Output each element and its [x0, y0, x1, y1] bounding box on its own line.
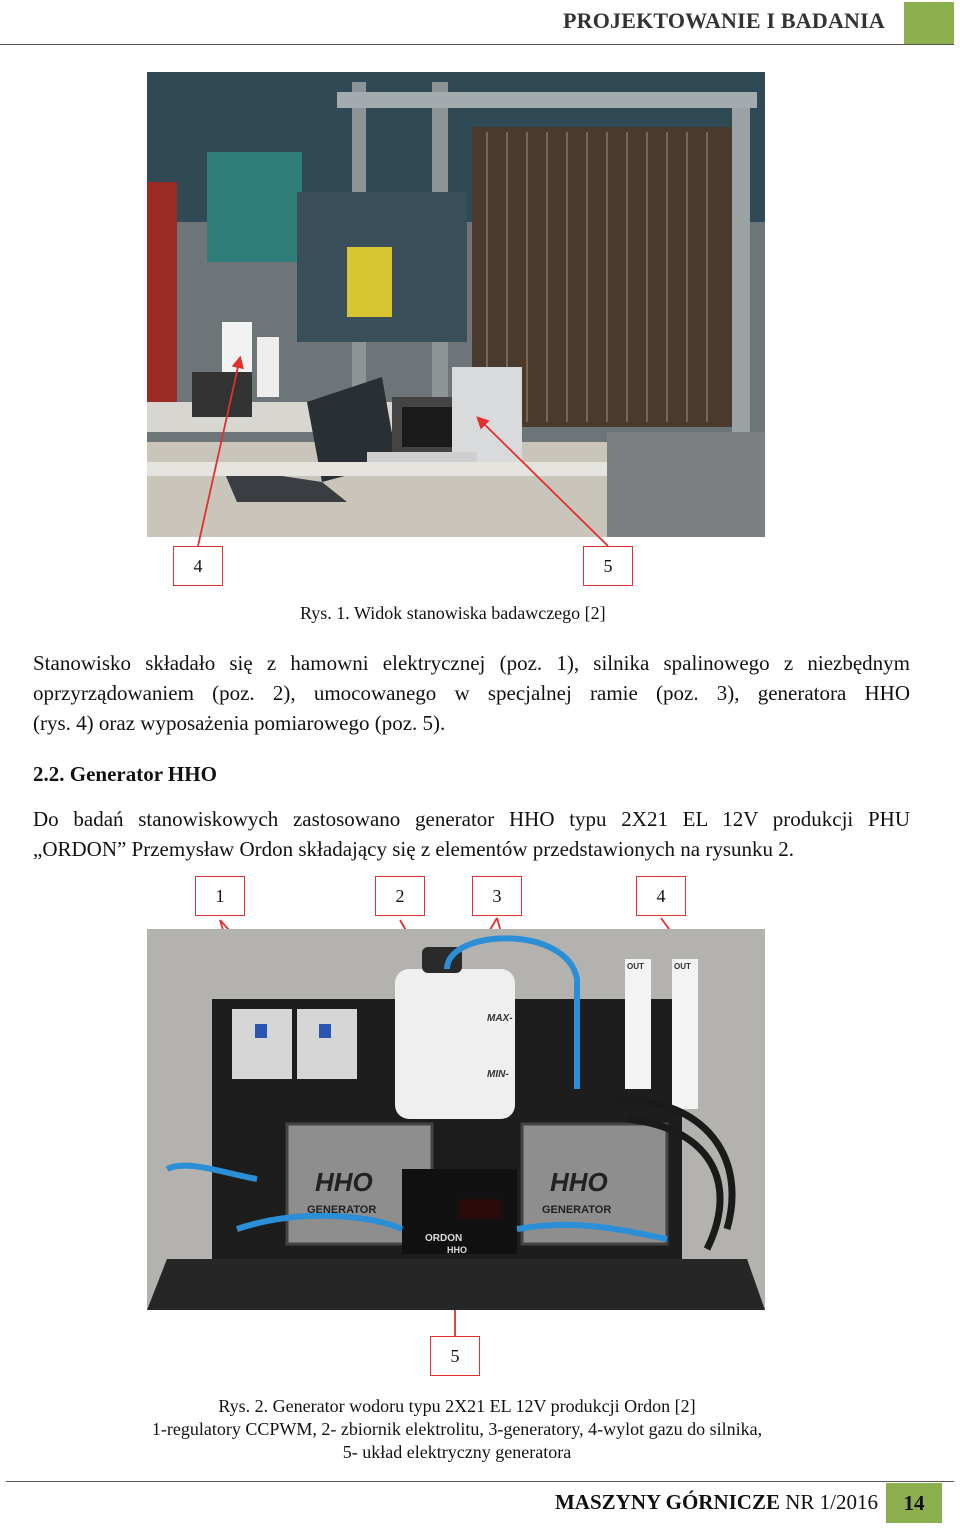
generator-left-sub: GENERATOR — [307, 1204, 377, 1216]
figure2-caption-legend: 1-regulatory CCPWM, 2- zbiornik elektrolitu, 3-generatory, 4-wylot gazu do silnika, — [151, 1419, 763, 1439]
callout-1-fig2: 1 — [195, 876, 245, 916]
journal-issue: NR 1/2016 — [785, 1490, 878, 1514]
hho-generator-photo — [147, 929, 765, 1310]
paragraph-line: (rys. 4) oraz wyposażenia pomiarowego (poz. 5). — [33, 711, 446, 735]
figure2-caption-legend: 5- układ elektryczny generatora — [342, 1442, 572, 1462]
page-number: 14 — [886, 1483, 942, 1523]
running-header: PROJEKTOWANIE I BADANIA — [562, 8, 885, 33]
paragraph-line: oprzyrządowaniem (poz. 2), umocowanego w specjalnej ramie (poz. 3), generatora HHO — [33, 681, 910, 705]
tank-min-label: MIN- — [487, 1069, 509, 1080]
paragraph-test-stand — [33, 648, 910, 738]
callout-4-fig2: 4 — [636, 876, 686, 916]
callout-3-fig2: 3 — [472, 876, 522, 916]
footer-rule — [6, 1481, 954, 1482]
controller-brand: ORDON — [425, 1233, 463, 1244]
outlet-left-label: OUT — [627, 962, 644, 971]
section-heading: 2.2. Generator HHO — [33, 762, 217, 786]
paragraph-line: „ORDON” Przemysław Ordon składający się z elementów przedstawionych na rysunku 2. — [33, 837, 795, 861]
figure2-caption-title: Rys. 2. Generator wodoru typu 2X21 EL 12V produkcji Ordon [2] — [218, 1396, 696, 1416]
footer-journal — [555, 1490, 878, 1515]
figure1-caption: Rys. 1. Widok stanowiska badawczego [2] — [300, 603, 606, 623]
paragraph-line: Do badań stanowiskowych zastosowano generator HHO typu 2X21 EL 12V produkcji PHU — [33, 807, 910, 831]
paragraph-line: Stanowisko składało się z hamowni elektrycznej (poz. 1), silnika spalinowego z niezbędnym — [33, 651, 910, 675]
callout-5-fig2: 5 — [430, 1336, 480, 1376]
callout-5-fig1: 5 — [583, 546, 633, 586]
generator-right-brand: HHO — [550, 1167, 608, 1197]
generator-right-sub: GENERATOR — [542, 1204, 612, 1216]
controller-sub: HHO — [447, 1245, 467, 1255]
paragraph-hho-generator — [33, 804, 910, 864]
callout-2-fig2: 2 — [375, 876, 425, 916]
tank-max-label: MAX- — [487, 1013, 513, 1024]
callout-4-fig1: 4 — [173, 546, 223, 586]
outlet-right-label: OUT — [674, 962, 691, 971]
generator-left-brand: HHO — [315, 1167, 373, 1197]
journal-name: MASZYNY GÓRNICZE — [554, 1490, 780, 1514]
